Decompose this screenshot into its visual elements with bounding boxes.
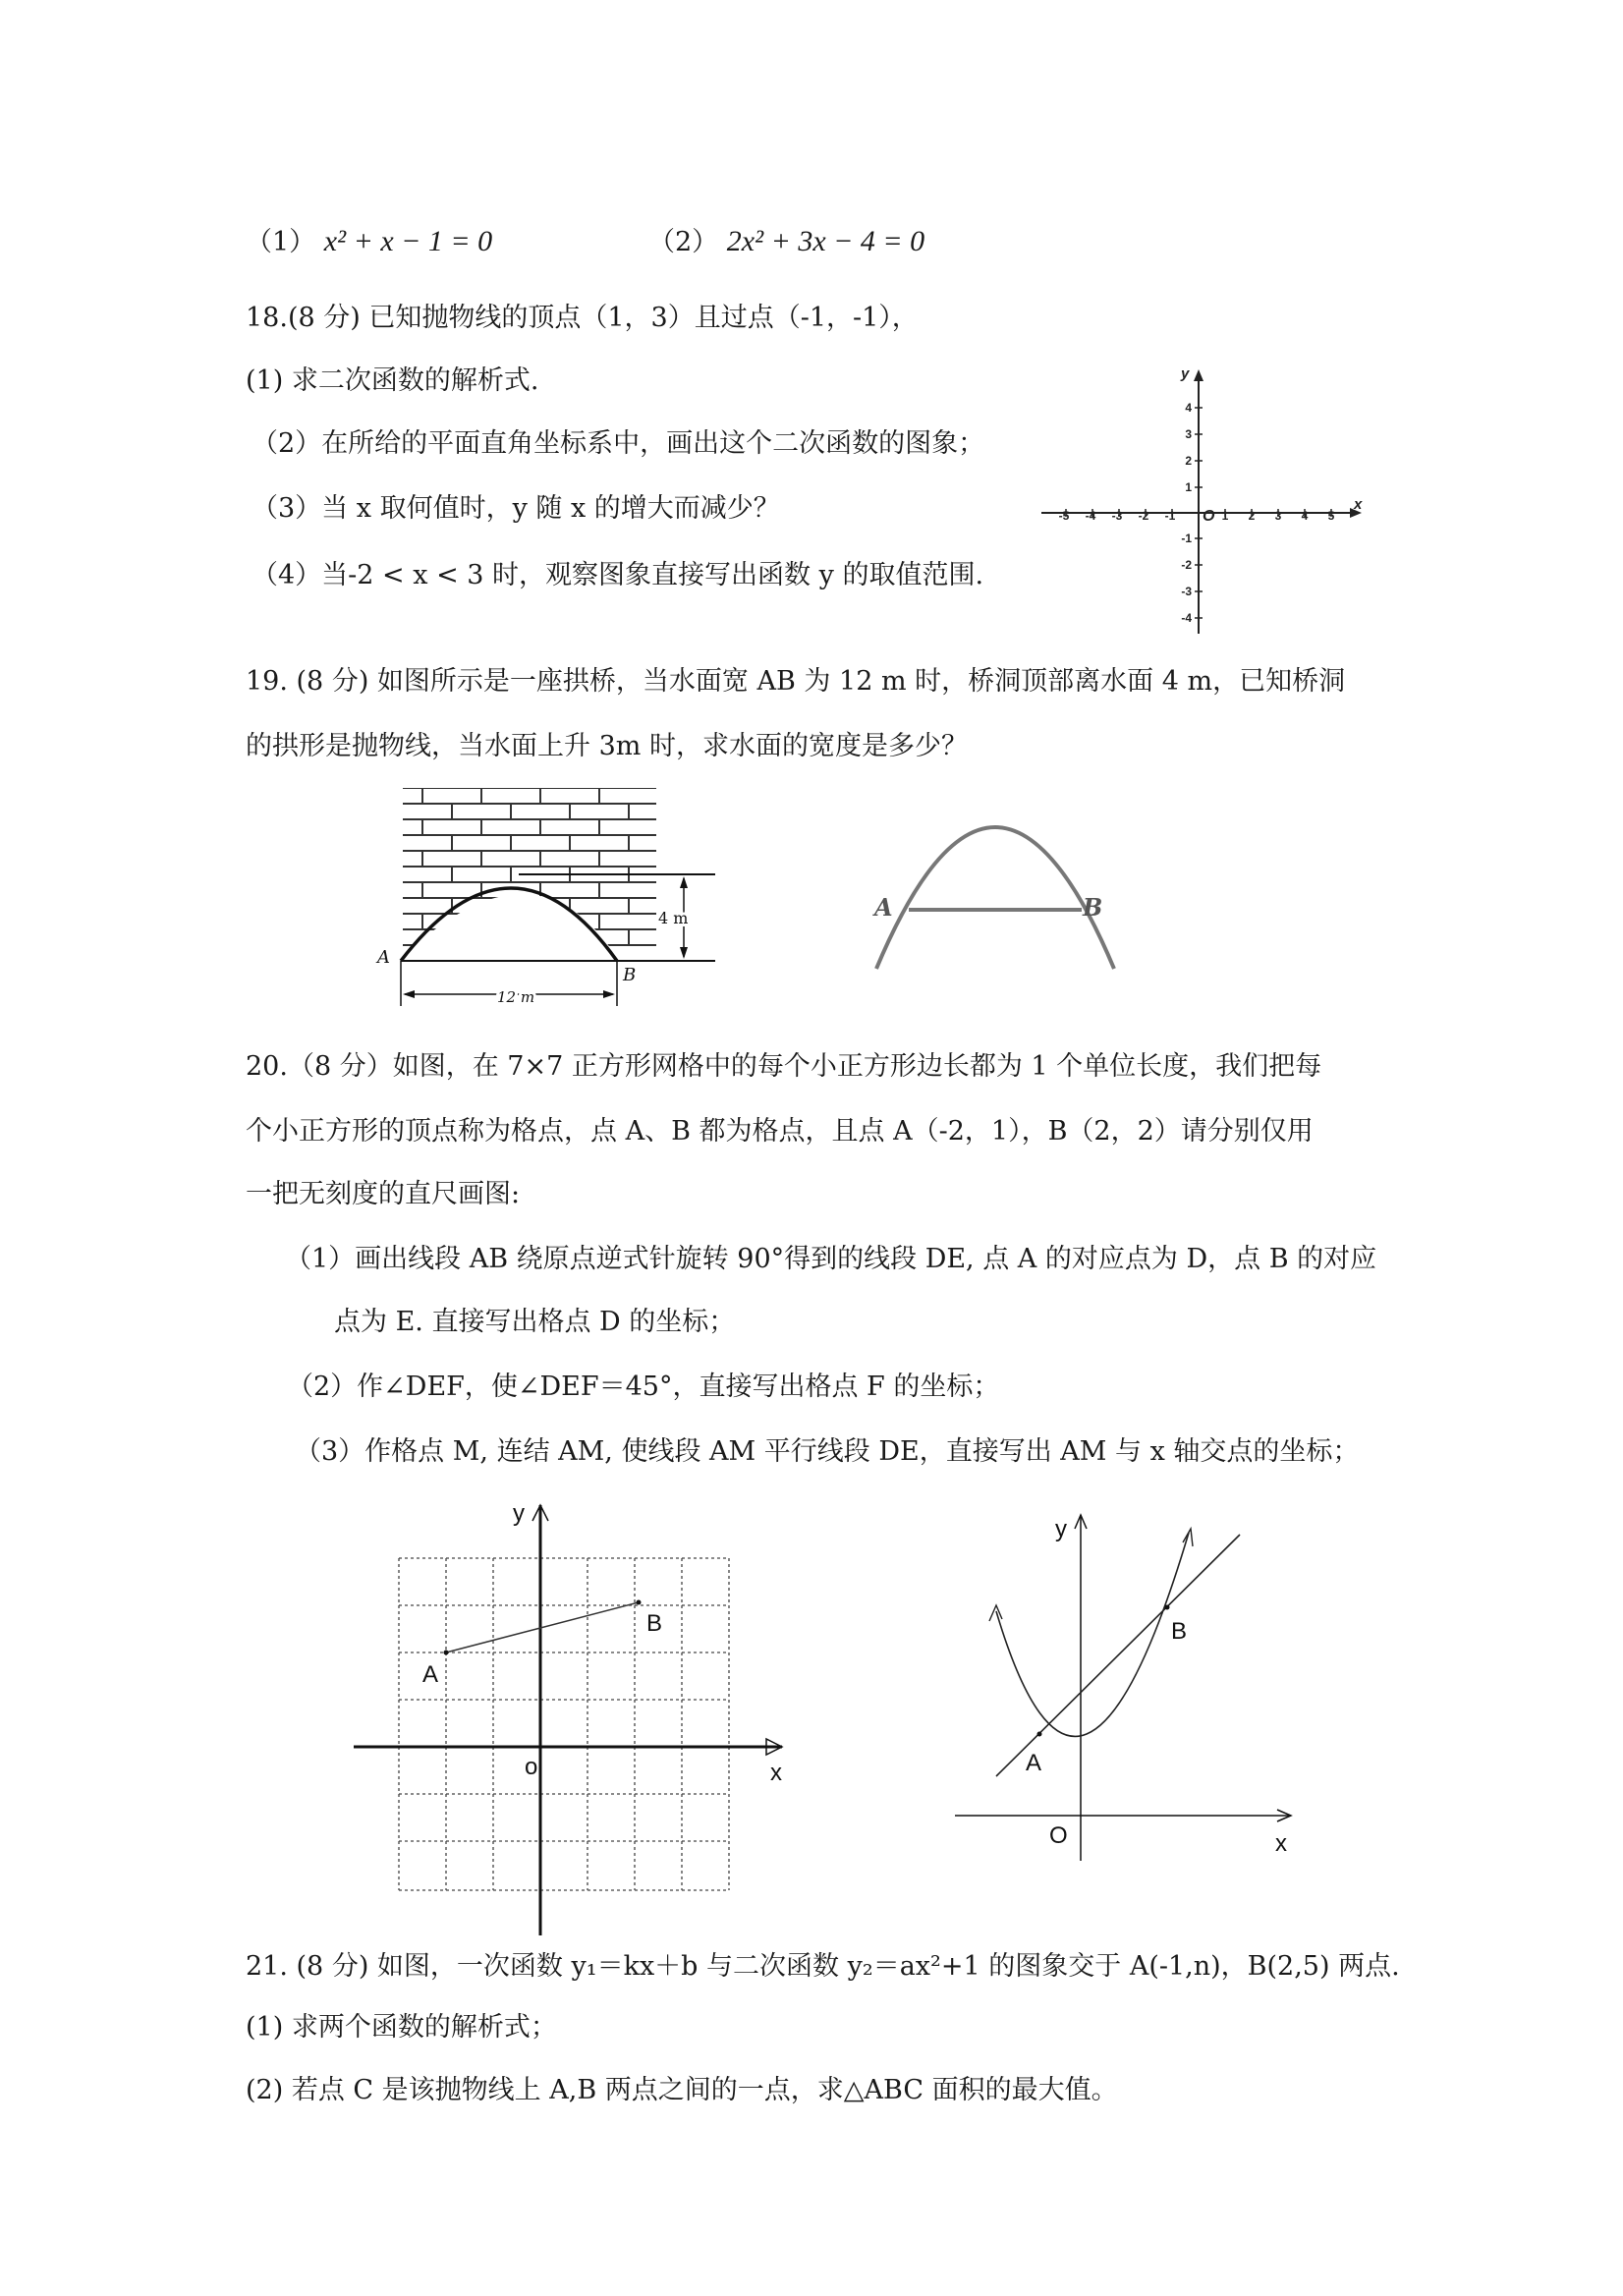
q18-y-tick: 1 xyxy=(1185,480,1192,494)
q20-grid-label-a: A xyxy=(422,1661,439,1688)
q17-part1 xyxy=(246,224,492,260)
q18-y-tick: -1 xyxy=(1181,532,1192,545)
q20-line2: 个小正方形的顶点称为格点，点 A、B 都为格点，且点 A（-2，1），B（2，2）请分别仅用 xyxy=(246,1116,1314,1147)
q19-width-label: 12 m xyxy=(497,988,535,1006)
q18-x-tick: -1 xyxy=(1164,509,1176,523)
q21-fig-label-y: y xyxy=(1055,1516,1067,1542)
q20-grid-label-o: o xyxy=(525,1754,538,1780)
q18-stem: 18.(8 分) 已知抛物线的顶点（1，3）且过点（-1，-1）， xyxy=(246,303,919,333)
q21-fig-label-x: x xyxy=(1275,1830,1287,1857)
q20-part1b: 点为 E. 直接写出格点 D 的坐标； xyxy=(334,1307,736,1337)
q18-y-tick: -2 xyxy=(1181,558,1192,572)
q17-part2 xyxy=(648,224,924,260)
q18-coordinate-axes xyxy=(1032,364,1363,639)
q19-parabola-figure xyxy=(865,815,1159,973)
q18-x-tick: -4 xyxy=(1085,509,1096,523)
q20-line3: 一把无刻度的直尺画图: xyxy=(246,1179,521,1209)
q20-line1: 20.（8 分）如图，在 7×7 正方形网格中的每个小正方形边长都为 1 个单位长度，我们把每 xyxy=(246,1051,1322,1082)
q18-x-tick: 3 xyxy=(1274,509,1282,523)
q21-function-figure xyxy=(943,1503,1297,1857)
q18-x-tick: 1 xyxy=(1221,509,1229,523)
q18-x-tick: -3 xyxy=(1111,509,1123,523)
q21-part1: (1) 求两个函数的解析式； xyxy=(246,2012,557,2043)
q18-x-tick: -5 xyxy=(1058,509,1070,523)
q18-x-tick: 4 xyxy=(1301,509,1309,523)
q18-part1: (1) 求二次函数的解析式. xyxy=(246,365,539,396)
q17-part1-label: （1） xyxy=(246,227,316,257)
q17-part2-label: （2） xyxy=(648,227,719,257)
q18-x-tick: 5 xyxy=(1327,509,1335,523)
q19-line1: 19. (8 分) 如图所示是一座拱桥，当水面宽 AB 为 12 m 时，桥洞顶部离水面 4 m，已知桥洞 xyxy=(246,666,1346,697)
q20-grid-label-y: y xyxy=(513,1500,525,1527)
q18-origin-label: O xyxy=(1203,508,1215,525)
q21-fig-label-a: A xyxy=(1026,1750,1042,1776)
q20-part2: （2）作∠DEF，使∠DEF＝45°，直接写出格点 F 的坐标； xyxy=(287,1372,1000,1402)
q18-part4: （4）当-2 < x < 3 时，观察图象直接写出函数 y 的取值范围. xyxy=(252,560,984,590)
q18-part2: （2）在所给的平面直角坐标系中，画出这个二次函数的图象； xyxy=(252,428,985,459)
q18-y-tick: 4 xyxy=(1185,401,1192,415)
q18-x-tick: -2 xyxy=(1138,509,1149,523)
q19-line2: 的拱形是抛物线，当水面上升 3m 时，求水面的宽度是多少？ xyxy=(246,731,968,761)
q18-y-axis-label: y xyxy=(1181,365,1190,382)
q18-y-tick: -4 xyxy=(1181,611,1192,625)
q19-left-label-a: A xyxy=(377,947,390,968)
q21-fig-label-b: B xyxy=(1171,1618,1188,1645)
q19-height-label: 4 m xyxy=(658,909,689,927)
q21-part2: (2) 若点 C 是该抛物线上 A,B 两点之间的一点，求△ABC 面积的最大值。 xyxy=(246,2075,1118,2105)
q20-part1a: （1）画出线段 AB 绕原点逆式针旋转 90°得到的线段 DE, 点 A 的对应点为 D，点 B 的对应 xyxy=(285,1244,1377,1274)
q19-right-label-b: B xyxy=(1083,893,1103,922)
q18-x-axis-label: x xyxy=(1354,496,1363,513)
q20-grid-figure xyxy=(350,1497,802,1939)
q20-part3: （3）作格点 M, 连结 AM, 使线段 AM 平行线段 DE，直接写出 AM 与 x 轴交点的坐标； xyxy=(295,1436,1360,1467)
q19-left-label-b: B xyxy=(623,965,637,985)
q17-part2-equation: 2x² + 3x − 4 = 0 xyxy=(726,225,925,257)
q18-y-tick: 2 xyxy=(1185,454,1192,468)
q21-fig-label-o: O xyxy=(1049,1822,1068,1849)
q18-y-tick: -3 xyxy=(1181,585,1192,598)
q20-grid-label-b: B xyxy=(646,1610,663,1637)
q19-bridge-figure xyxy=(371,780,705,1016)
q18-part3: （3）当 x 取何值时，y 随 x 的增大而减少？ xyxy=(252,493,780,524)
q18-y-tick: 3 xyxy=(1185,427,1192,441)
q18-x-tick: 2 xyxy=(1248,509,1256,523)
q19-right-label-a: A xyxy=(874,893,893,922)
q20-grid-label-x: x xyxy=(770,1760,782,1786)
q21-line1: 21. (8 分) 如图，一次函数 y₁＝kx＋b 与二次函数 y₂＝ax²+1 的图象交于 A(-1,n)，B(2,5) 两点. xyxy=(246,1951,1400,1982)
q17-part1-equation: x² + x − 1 = 0 xyxy=(323,225,493,257)
